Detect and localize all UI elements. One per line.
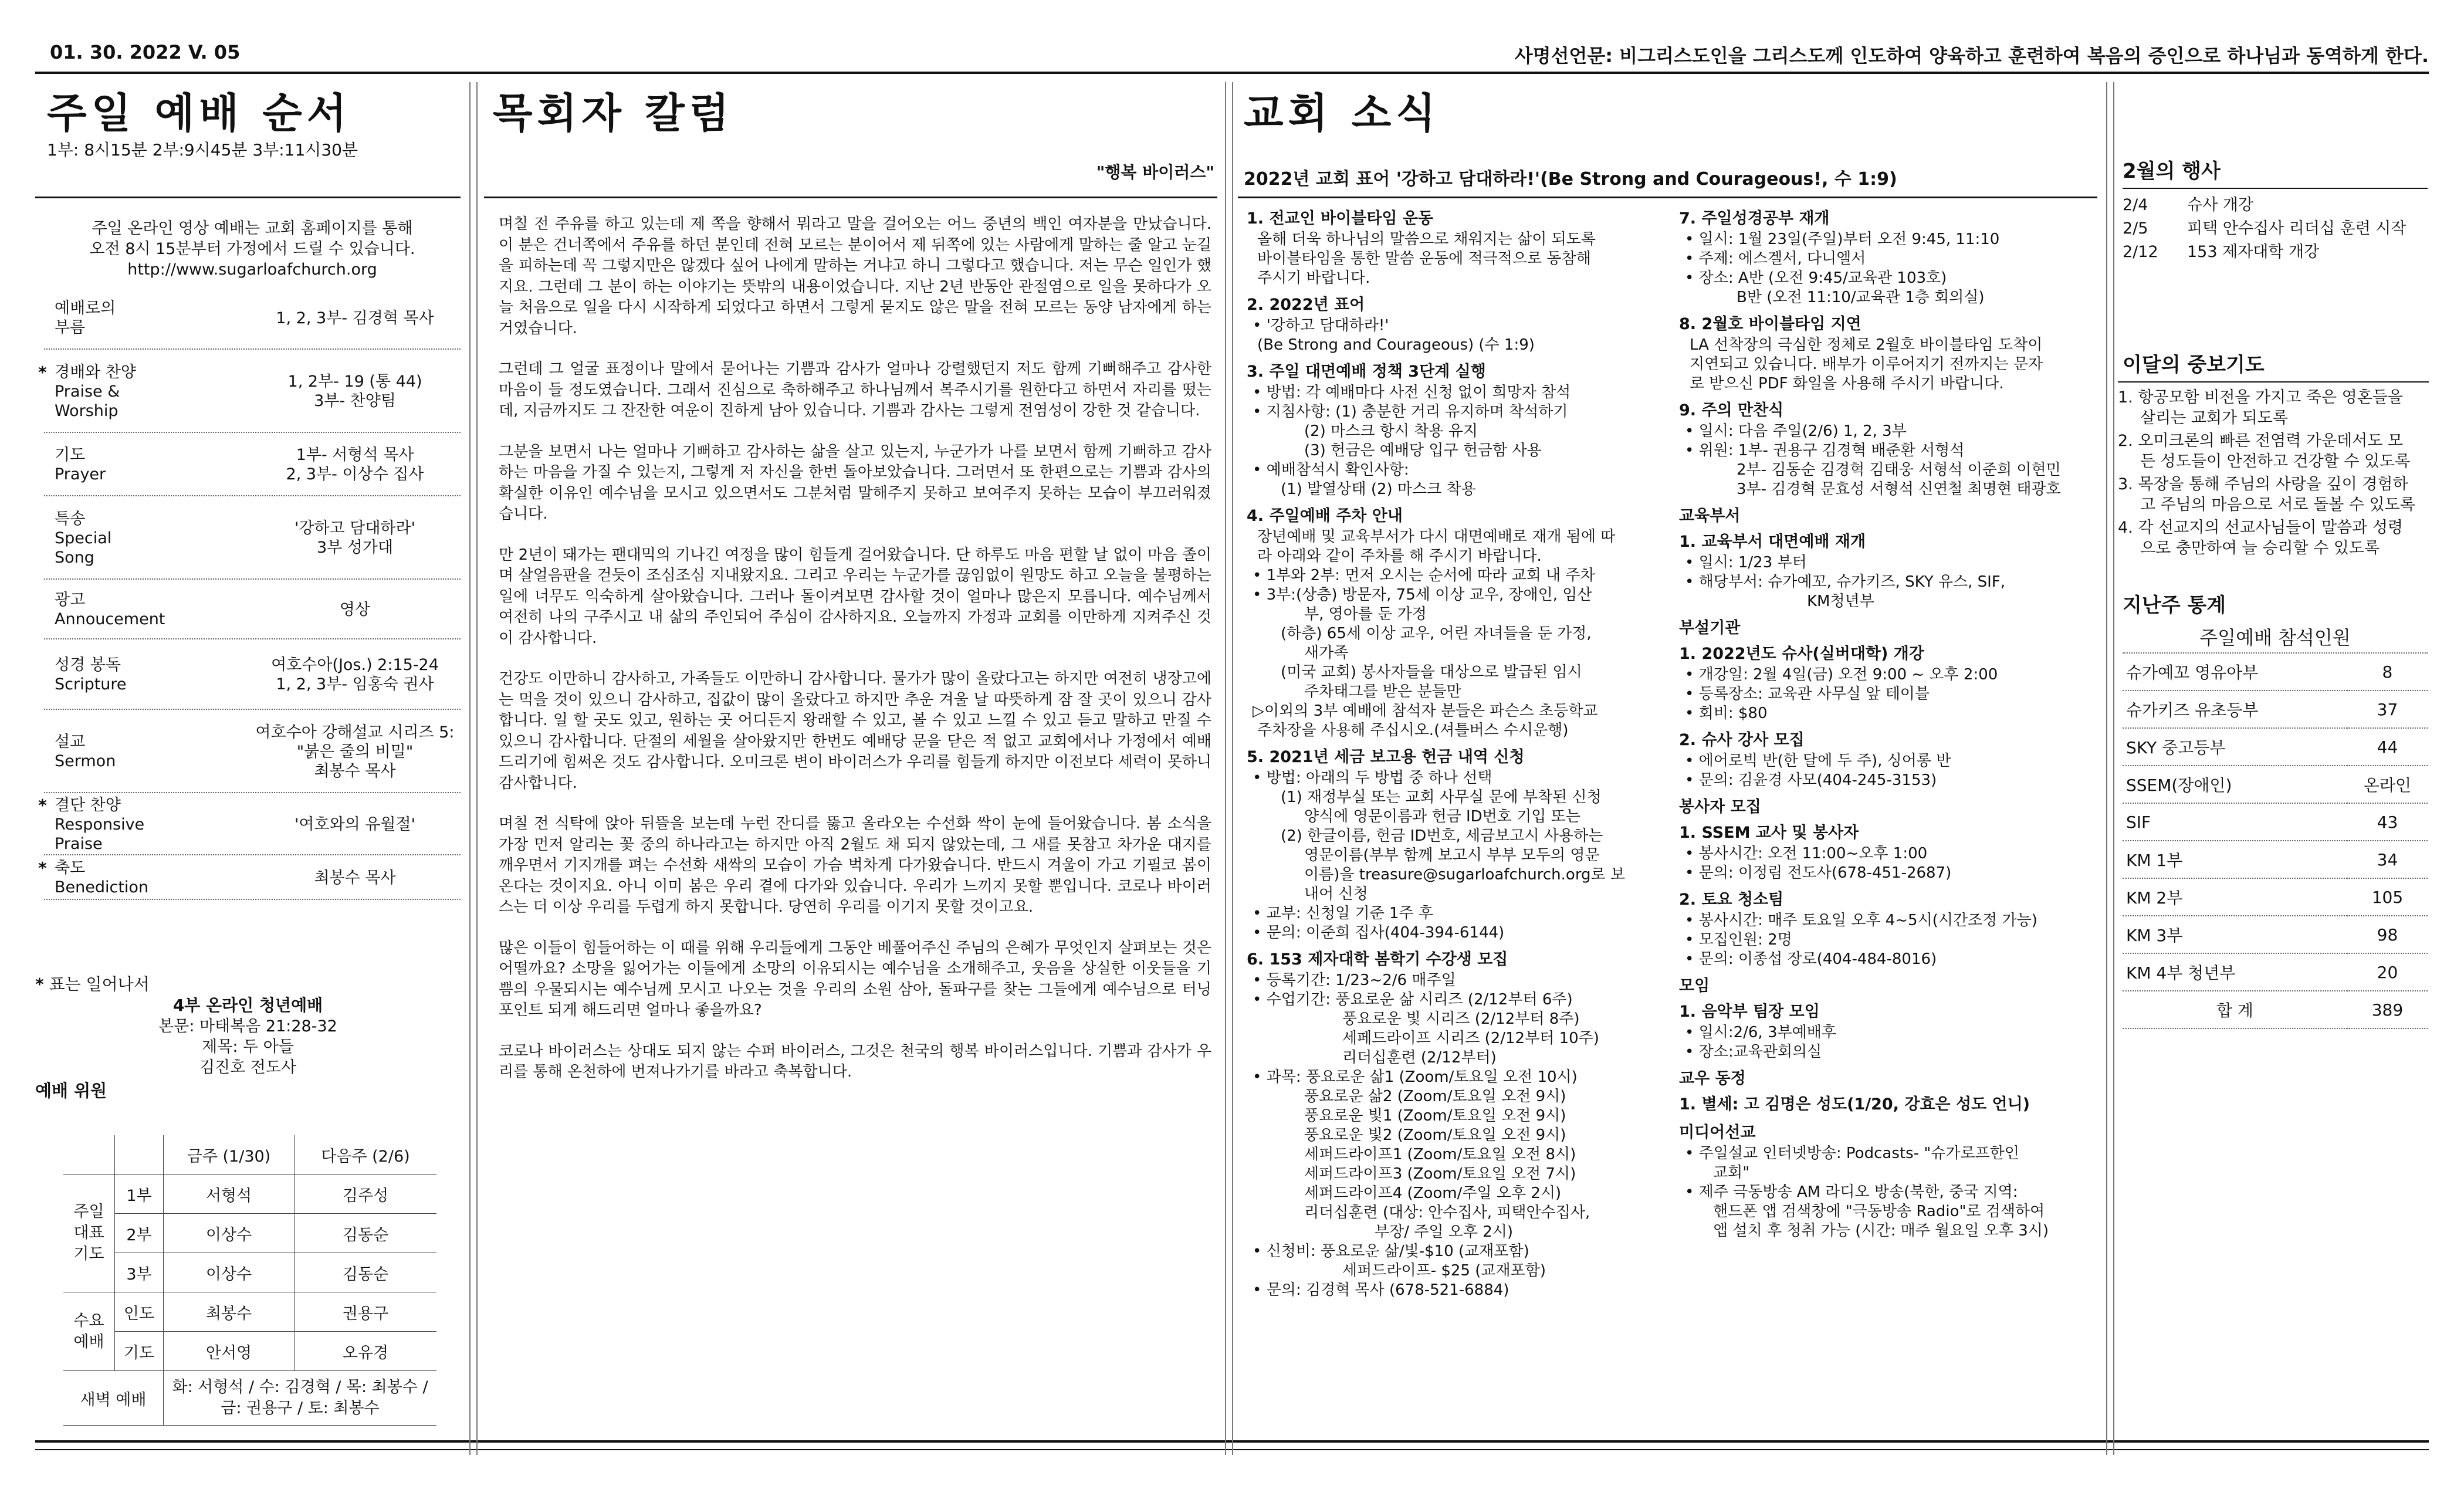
news-item-line: • 수업기간: 풍요로운 삶 시리즈 (2/12부터 6주) [1253,991,1573,1008]
news-item-line: • 봉사시간: 오전 11:00~오후 1:00 [1685,845,1928,862]
news-right [1679,204,2101,1247]
news-item-line: 올해 더욱 하나님의 말씀으로 채워지는 삶이 되도록 [1257,231,1596,248]
column-divider [2113,82,2114,1455]
worship-order-value: 여호수아(Jos.) 2:15-24 1, 2, 3부- 임홍숙 권사 [271,656,439,693]
news-item [1679,1068,2101,1116]
worship-title-rule [35,197,461,198]
news-item-title: 1. 전교인 바이블타임 운동 [1247,209,1434,228]
prayer-title: 이달의 중보기도 [2118,352,2429,383]
news-item-line: • 장소:교육관회의실 [1685,1043,1822,1061]
news-item-line: • 일시: 1월 23일(주일)부터 오전 9:45, 11:10 [1685,231,2000,248]
news-item-line: (미국 교회) 봉사자들을 대상으로 발급된 임시 [1281,664,1582,681]
youth-text: 본문: 마태복음 21:28-32 [158,1017,337,1035]
news-item-line: • 주제: 에스겔서, 다니엘서 [1685,250,1866,268]
news-category-heading: 모임 [1679,977,1710,995]
news-item-line: 장년예배 및 교육부서가 다시 대면예배로 재개 됨에 따 [1257,528,1616,546]
news-item [1679,1122,2101,1241]
stats-row: 슈가예꼬 영유아부 8 [2123,654,2428,691]
event-item [2123,217,2428,241]
news-item-line: 부장/ 주일 오후 2시) [1375,1223,1514,1241]
news-item-line: (1) 재정부실 또는 교회 사무실 문에 부착된 신청 [1281,788,1602,806]
news-item-line: • 등록장소: 교육관 사무실 앞 테이블 [1685,685,1930,703]
news-item-line: (하층) 65세 이상 교우, 어린 자녀들을 둔 가정, [1281,625,1592,642]
news-item-line: (Be Strong and Courageous) (수 1:9) [1257,336,1535,354]
news-item-line: 풍요로운 빛2 (Zoom/토요일 오전 9시) [1304,1126,1566,1144]
committee-title: 예배 위원 [35,1081,107,1101]
event-date: 2/12 [2123,243,2158,261]
news-item-line: • 과목: 풍요로운 삶1 (Zoom/토요일 오전 10시) [1253,1068,1578,1086]
worship-order-row [44,710,461,793]
sunday-prayer-group: 주일 대표 기도 [63,1175,115,1292]
news-item-line: 라 아래와 같이 주차를 해 주시기 바랍니다. [1257,547,1542,565]
pastor-column-body [499,214,1211,1103]
news-item-title: 1. 2022년도 슈사(실버대학) 개강 [1679,645,1924,663]
stats-row: KM 4부 청년부 20 [2123,953,2428,991]
news-category-heading: 미디어선교 [1679,1123,1756,1142]
youth-title: 4부 온라인 청년예배 [172,996,323,1015]
column-paragraph: 그분을 보면서 나는 얼마나 기뻐하고 감사하는 삶을 살고 있는지, 누군가가 나를 보면서 함께 기뻐하고 감사하는 마음을 가질 수 있는지, 그렇게 저 자신을 한번 돌아보았습니다. 그러면서 또 한편으로는 기쁨과 감사의 확실한 이유인 예수님을 모시고 있으면서도 그분처럼 말해주지 못하고 보여주지 못하는 모습이 부끄러워졌습니다. [499,442,1211,523]
worship-order-label: 설교 Sermon [55,733,116,770]
news-category-heading: 부설기관 [1679,619,1741,637]
news-item-line: • 등록기간: 1/23~2/6 매주일 [1253,972,1456,989]
news-item [1247,949,1675,1300]
news-item-line: (3) 헌금은 예배당 입구 헌금함 사용 [1304,442,1542,459]
prayer-section [2118,352,2429,561]
news-item-line: • 개강일: 2월 4일(금) 오전 9:00 ~ 오후 2:00 [1685,666,1998,683]
committee-table: 금주 (1/30) 다음주 (2/6) 주일 대표 기도 1부 서형석 김주성 2부 이상수 김동순 3부 이상수 김동순 수요 예배 인도 최봉수 권용구 기도 안서영 오유경 새벽 예배 화: 서형석 / 수: 김경혁 / 목: 최봉수 / 금: 권용구 / 토: 최봉수 [63,1135,436,1426]
news-item-line: 풍요로운 빛1 (Zoom/토요일 오전 9시) [1304,1107,1566,1125]
news-item-line: • 교부: 신청일 기준 1주 후 [1253,905,1434,922]
column-paragraph: 며칠 전 주유를 하고 있는데 제 쪽을 향해서 뭐라고 말을 걸어오는 어느 중년의 백인 여자분을 만났습니다. 이 분은 건너쪽에서 주유를 하던 분인데 전혀 모르는 분이어서 제 뒤쪽에 있는 사람에게 말하는 줄 알고 눈길을 피하는데 꼭 그렇지만은 않겠다 싶어 나에게 말하는 거냐고 하니 그렇다고 했습니다. 저는 무슨 일인가 했지요. 그런데 그 분이 하는 이야기는 뜻밖의 내용이었습니다. 지난 2년 반동안 관절염으로 일을 못하다가 오늘 처음으로 일을 다시 시작하게 되었다고 하면서 그렇게 묻지도 않은 말을 전혀 모르는 동양 남자에게 하는 거였습니다. [499,215,1211,337]
news-item-line: • 지침사항: (1) 충분한 거리 유지하며 착석하기 [1253,403,1568,421]
prayer-item: 1. 항공모함 비전을 가지고 죽은 영혼들을 살리는 교회가 되도록 [2118,388,2403,427]
news-item-line: 앱 설치 후 청취 가능 (시간: 매주 월요일 오후 3시) [1713,1222,2049,1240]
news-item-line: 2부- 김동순 김경혁 김태웅 서형석 이준희 이현민 [1737,461,2061,479]
news-item-line: • 일시: 다음 주일(2/6) 1, 2, 3부 [1685,422,1907,440]
news-category-heading: 교우 동정 [1679,1069,1746,1088]
news-item-line: (1) 발열상태 (2) 마스크 착용 [1281,480,1476,498]
news-item-title: 1. 별세: 고 김명은 성도(1/20, 강효은 성도 언니) [1679,1095,2030,1113]
event-date: 2/4 [2123,196,2148,214]
news-item-title: 5. 2021년 세금 보고용 헌금 내역 신청 [1247,748,1525,766]
col-this-week: 금주 (1/30) [164,1135,295,1175]
worship-order-row [44,286,461,350]
news-item-line: (2) 마스크 항시 착용 유지 [1304,422,1478,440]
news-item-line: • 3부:(상층) 방문자, 75세 이상 교우, 장애인, 임산 [1253,586,1592,604]
news-item-line: 내어 신청 [1304,885,1368,903]
news-item-line: 이름)을 treasure@sugarloafchurch.org로 보 [1304,866,1626,884]
news-item-line: • 모집인원: 2명 [1685,931,1792,949]
stats-row: KM 2부 105 [2123,878,2428,916]
news-item-line: • 문의: 이종섭 장로(404-484-8016) [1685,950,1937,968]
news-item-line: 풍요로운 빛 시리즈 (2/12부터 8주) [1342,1010,1580,1028]
news-item-line: 지연되고 있습니다. 배부가 이루어지기 전까지는 문자 [1690,356,2043,373]
stats-title: 지난주 통계 [2123,594,2226,617]
news-item-line: 주시기 바랍니다. [1257,269,1370,287]
pastor-column-title: 목회자 칼럼 [493,89,734,137]
column-divider [2106,82,2107,1455]
news-item [1247,294,1675,355]
news-item [1247,746,1675,943]
news-item-line: • 주일설교 인터넷방송: Podcasts- "슈가로프한인 [1685,1145,2019,1162]
worship-order-row [44,496,461,580]
worship-order-row [38,855,461,900]
news-item-line: • 제주 극동방송 AM 라디오 방송(북한, 중국 지역: [1685,1183,2018,1201]
worship-order-row [44,580,461,639]
prayer-item: 2. 오미크론의 빠른 전염력 가운데서도 모 든 성도들이 안전하고 건강할 수 있도록 [2118,432,2411,471]
news-item-title: 7. 주일성경공부 재개 [1679,209,1830,228]
wednesday-group: 수요 예배 [63,1292,115,1371]
pastor-title-rule [484,197,1217,198]
column-paragraph: 그런데 그 얼굴 표정이나 말에서 묻어나는 기쁨과 감사가 얼마나 강렬했던지 저도 함께 기뻐해주고 감사한 마음이 들 정도였습니다. 그래서 진심으로 축하해주고 하나님께서 복주시기를 원한다고 하면서 자리를 떴는데, 지금까지도 그 잔잔한 여운이 진하게 남아 있습니다. 기쁨과 감사는 그렇게 전염성이 강한 것 같습니다. [499,360,1211,419]
news-item-line: • 에어로빅 반(한 달에 두 주), 싱어롱 반 [1685,752,1951,770]
news-theme: 2022년 교회 표어 '강하고 담대하라!'(Be Strong and Courageous!, 수 1:9) [1244,169,1897,189]
mission-statement: 사명선언문: 비그리스도인을 그리스도께 인도하여 양육하고 훈련하여 복음의 증인으로 하나님과 동역하게 한다. [1514,45,2429,67]
stats-section [2123,593,2428,1029]
news-category-heading: 봉사자 모집 [1679,798,1761,816]
news-item-line: 3부- 김경혁 문효성 서형석 신연철 최명현 태광호 [1737,480,2061,498]
standing-star: * [38,858,47,878]
news-item-title: 3. 주일 대면예배 정책 3단계 실행 [1247,363,1486,381]
news-item-line: ▷이외의 3부 예배에 참석자 분들은 파슨스 초등학교 [1253,702,1598,720]
worship-order-row [44,639,461,710]
news-item [1679,208,2101,307]
worship-column [47,91,458,161]
news-item-title: 1. 음악부 팀장 모임 [1679,1003,1820,1021]
news-item-title: 1. 교육부서 대면예배 재개 [1679,533,1866,551]
worship-times: 1부: 8시15분 2부:9시45분 3부:11시30분 [47,140,358,160]
event-text: 슈사 개강 [2187,196,2253,214]
news-item-line: • 문의: 김경혁 목사 (678-521-6884) [1253,1281,1509,1299]
event-text: 153 제자대학 개강 [2187,243,2320,261]
news-item-line: • 봉사시간: 매주 토요일 오후 4~5시(시간조정 가능) [1685,912,2037,929]
news-item [1679,796,2101,883]
worship-order-value: 1, 2, 3부- 김경혁 목사 [276,309,434,327]
committee-table-wrap [63,1135,436,1426]
news-item-line: 핸드폰 앱 검색창에 "극동방송 Radio"로 검색하여 [1713,1203,2045,1220]
stats-row: SKY 중고등부 44 [2123,728,2428,766]
stats-row: KM 3부 98 [2123,916,2428,953]
standing-star: * [38,795,47,815]
worship-order-value: '강하고 담대하라' 3부 성가대 [294,519,415,557]
worship-order-label: 광고 Annoucement [55,591,165,628]
news-item-title: 6. 153 제자대학 봄학기 수강생 모집 [1247,950,1508,969]
events-title: 2월의 행사 [2123,158,2428,189]
worship-order-row [44,433,461,496]
youth-worship: * 표는 일어나서 4부 온라인 청년예배 본문: 마태복음 21:28-32 제목: 두 아들 김진호 전도사 예배 위원 [35,974,461,1102]
worship-order-label: 특송 Special Song [55,509,112,567]
news-title-rule [1238,197,2097,198]
worship-order-value: 여호수아 강해설교 시리즈 5: "붉은 줄의 비밀" 최봉수 목사 [255,723,455,780]
news-column [1244,91,2094,190]
news-item [1679,889,2101,969]
news-item-line: • 문의: 김윤경 사모(404-245-3153) [1685,771,1937,789]
news-item-title: 2. 슈사 강사 모집 [1679,731,1805,749]
col-next-week: 다음주 (2/6) [295,1135,437,1175]
stats-table [2123,654,2428,1029]
news-item-line: KM청년부 [1807,593,1874,610]
dawn-label: 새벽 예배 [63,1371,164,1426]
news-item-line: 세퍼드라이프4 (Zoom/주일 오후 2시) [1304,1184,1562,1202]
news-item-line: 주차장을 사용해 주십시오.(셔틀버스 수시운행) [1257,722,1569,739]
column-paragraph: 많은 이들이 힘들어하는 이 때를 위해 우리들에게 그동안 베풀어주신 주님의 은혜가 무엇인지 살펴보는 것은 어떨까요? 소망을 잃어가는 이들에게 소망의 이유되시는 예수님을 소개해주고, 웃음을 상실한 이웃들을 기쁨의 우물되시는 예수님께 모시고 나오는 것을 우리의 소원 삼아, 돌파구를 찾는 그들에게 예수님으로 터닝포인트 되게 해드리면 얼마나 좋을까요? [499,939,1211,1019]
column-divider [1225,82,1226,1455]
column-paragraph: 건강도 이만하니 감사하고, 가족들도 이만하니 감사합니다. 물가가 많이 올랐다고는 하지만 여전히 냉장고에는 먹을 것이 있으니 감사하고, 집값이 많이 올랐다고 하지만 추운 겨울 날 따뜻하게 잠 잘 곳이 있으니 감사합니다. 일 할 곳도 있고, 원하는 곳 어디든지 왕래할 수 있고, 볼 수 있고 느낄 수 있고 듣고 말하고 만질 수 있으니 감사합니다. 단절의 세월을 살아왔지만 한번도 예배당 문을 닫은 적 없고 교회에서나 가정에서 예배드리기에 힘써온 것도 감사합니다. 오미크론 변이 바이러스가 우리를 힘들게 하지만 이전보다 세력이 못하니 감사합니다. [499,670,1211,792]
column-paragraph: 만 2년이 돼가는 팬대믹의 기나긴 여정을 많이 힘들게 걸어왔습니다. 단 하루도 마음 편할 날 없이 마음 졸이며 살얼음판을 걷듯이 조심조심 지내왔지요. 그리고 우리는 누군가를 끊임없이 원망도 하고 오늘을 불평하는 일에 너무도 익숙하게 살아왔습니다. 그러나 돌이켜보면 감사할 것이 얼마나 많은지 모릅니다. 예수님께서 여전히 나의 구주시고 내 삶의 주인되어 주심이 감사하지요. 오늘까지 가정과 교회를 이만하게 지켜주신 것이 감사합니다. [499,546,1211,647]
news-item-line: • 위원: 1부- 권용구 김경혁 배준환 서형석 [1685,442,1965,459]
pastor-column-subtitle: "행복 바이러스" [1096,163,1214,182]
worship-order-label: 경배와 찬양 Praise & Worship [55,363,136,420]
news-item-line: 부, 영아를 둔 가정 [1304,605,1427,623]
news-item-line: 양식에 영문이름과 헌금 ID번호 기입 또는 [1304,808,1580,825]
stats-total-row: 합 계 389 [2123,991,2428,1028]
website-link[interactable]: http://www.sugarloafchurch.org [127,260,377,279]
column-paragraph: 며칠 전 식탁에 앉아 뒤뜰을 보는데 누런 잔디를 뚫고 올라오는 수선화 싹이 눈에 들어왔습니다. 봄 소식을 가장 먼저 알리는 꽃 중의 하나라고는 하지만 아직 2월도 채 되지 않았는데, 그 새를 못참고 차가운 대지를 깨우면서 기지개를 펴는 수선화 새싹의 모습이 가슴 벅차게 다가왔습니다. 반드시 겨울이 가고 기필코 봄이 온다는 것이지요. 아니 이미 봄은 우리 곁에 다가와 있습니다. 우리가 느끼지 못할 뿐입니다. 코로나 바이러스는 더 이상 우리를 두렵게 하지 못합니다. 당연히 우리를 이기지 못할 것이고요. [499,815,1211,916]
news-item-line: 주차태그를 받은 분들만 [1304,683,1461,700]
online-note: 주일 온라인 영상 예배는 교회 홈페이지를 통해 오전 8시 15분부터 가정에서 드릴 수 있습니다. http://www.sugarloafchurch.org [47,218,458,280]
news-item-line: 리더십훈련 (2/12부터) [1342,1049,1497,1067]
news-item-line: 세퍼드라이프3 (Zoom/토요일 오전 7시) [1304,1165,1576,1183]
news-item-line: 바이블타임을 통한 말씀 운동에 적극적으로 동참해 [1257,250,1591,268]
news-item-line: 세페드라이프 시리즈 (2/12부터 10주) [1342,1030,1599,1047]
news-item-line: • 신청비: 풍요로운 삶/빛-$10 (교재포함) [1253,1243,1529,1260]
stats-row: SIF 43 [2123,803,2428,841]
news-item-title: 2. 토요 청소팀 [1679,891,1784,909]
worship-order-label: 축도 Benediction [55,859,149,896]
news-item-title: 2. 2022년 표어 [1247,296,1365,314]
worship-order-label: 결단 찬양 Responsive Praise [55,796,145,853]
news-item-line: 리더십훈련 (대상: 안수집사, 피택안수집사, [1304,1204,1590,1221]
worship-order-label: 성경 봉독 Scripture [55,656,127,693]
news-item [1679,505,2101,611]
news-item-line: • 문의: 이정림 전도사(678-451-2687) [1685,864,1952,882]
worship-order-label: 예배로의 부름 [55,299,116,337]
date-volume: 01. 30. 2022 V. 05 [50,41,241,63]
news-item-line: • 방법: 각 예배마다 사전 신청 없이 희망자 참석 [1253,384,1571,401]
news-item-line: B반 (오전 11:10/교육관 1층 회의실) [1737,289,1985,306]
worship-order-row [38,350,461,433]
news-item-line: • 장소: A반 (오전 9:45/교육관 103호) [1685,269,1947,287]
news-item-line: 영문이름(부부 함께 보고시 부부 모두의 영문 [1304,847,1600,864]
news-item [1679,313,2101,394]
news-item [1247,208,1675,288]
news-item-line: (2) 한글이름, 헌금 ID번호, 세금보고시 사용하는 [1281,827,1603,845]
stats-row: KM 1부 34 [2123,841,2428,878]
news-item-line: • 1부와 2부: 먼저 오시는 순서에 따라 교회 내 주차 [1253,567,1595,584]
youth-sermon: 제목: 두 아들 [202,1038,294,1056]
worship-order-value: 최봉수 목사 [314,868,396,887]
news-item-line: LA 선착장의 극심한 정체로 2월호 바이블타임 도착이 [1690,336,2043,354]
stats-row: SSEM(장애인) 온라인 [2123,766,2428,803]
news-item-line: • 방법: 아래의 두 방법 중 하나 선택 [1253,769,1492,787]
event-text: 피택 안수집사 리더십 훈련 시작 [2187,219,2407,238]
news-item-title: 8. 2월호 바이블타임 지연 [1679,315,1861,333]
worship-order-value: 영상 [339,600,371,619]
standing-note: 표는 일어나서 [49,974,150,994]
stats-subtitle: 주일예배 참석인원 [2123,623,2428,654]
news-item-line: 교회" [1713,1164,1750,1182]
news-item-line: 풍요로운 삶2 (Zoom/토요일 오전 9시) [1304,1088,1566,1105]
worship-order-value: '여호와의 유월절' [294,815,415,834]
dawn-schedule: 화: 서형석 / 수: 김경혁 / 목: 최봉수 / 금: 권용구 / 토: 최봉수 [164,1371,437,1426]
news-left [1247,204,1675,1306]
news-item-line: • 문의: 이준희 집사(404-394-6144) [1253,924,1505,942]
events-section [2123,158,2428,264]
pastor-column [493,91,1214,183]
standing-star: * [38,362,47,382]
news-item-line: • 예배참석시 확인사항: [1253,461,1409,479]
news-item-line: 세퍼드라이프- $25 (교재포함) [1342,1262,1546,1280]
event-item [2123,241,2428,264]
news-item-line: 새가족 [1304,644,1349,662]
top-rule [35,72,2429,74]
event-item [2123,194,2428,217]
news-item-line: 세퍼드라이프1 (Zoom/토요일 오전 8시) [1304,1146,1576,1163]
prayer-item: 3. 목장을 통해 주님의 사랑을 깊이 경험하 고 주님의 마음으로 서로 돌볼 수 있도록 [2118,475,2415,514]
news-category-heading: 교육부서 [1679,507,1741,525]
news-item [1679,617,2101,723]
column-paragraph: 코로나 바이러스는 상대도 되지 않는 수퍼 바이러스, 그것은 천국의 행복 바이러스입니다. 기쁨과 감사가 우리를 통해 온천하에 번져나가기를 바라고 축복합니다. [499,1042,1211,1081]
news-title: 교회 소식 [1244,89,1440,137]
youth-preacher: 김진호 전도사 [199,1058,297,1077]
worship-order-label: 기도 Prayer [55,446,106,483]
news-item-title: 1. SSEM 교사 및 봉사자 [1679,824,1859,842]
news-item-line: • 일시:2/6, 3부예배후 [1685,1024,1836,1041]
news-item [1247,505,1675,740]
news-item-line: • 일시: 1/23 부터 [1685,554,1807,571]
news-item [1679,729,2101,790]
stats-row: 슈가키즈 유초등부 37 [2123,691,2428,728]
news-item [1679,975,2101,1062]
worship-order-value: 1, 2부- 19 (통 44) 3부- 찬양팀 [287,373,422,410]
news-item-title: 9. 주의 만찬식 [1679,401,1784,419]
worship-order-value: 1부- 서형석 목사 2, 3부- 이상수 집사 [286,446,424,483]
news-item-line: • 해당부서: 슈가예꼬, 슈가키즈, SKY 유스, SIF, [1685,573,2006,591]
order-of-worship [38,286,461,900]
column-divider [1232,82,1233,1455]
event-date: 2/5 [2123,219,2148,238]
news-item [1679,400,2101,499]
prayer-item: 4. 각 선교지의 선교사님들이 말씀과 성령 으로 충만하여 늘 승리할 수 있도록 [2118,519,2403,557]
worship-title: 주일 예배 순서 [47,89,351,137]
news-item-line: • '강하고 담대하라!' [1253,317,1389,334]
news-item-line: 로 받으신 PDF 화일을 사용해 주시기 바랍니다. [1690,375,2004,392]
news-item-title: 4. 주일예배 주차 안내 [1247,507,1403,525]
news-item [1247,361,1675,499]
worship-order-row [38,793,461,855]
news-item-line: • 회비: $80 [1685,705,1768,722]
